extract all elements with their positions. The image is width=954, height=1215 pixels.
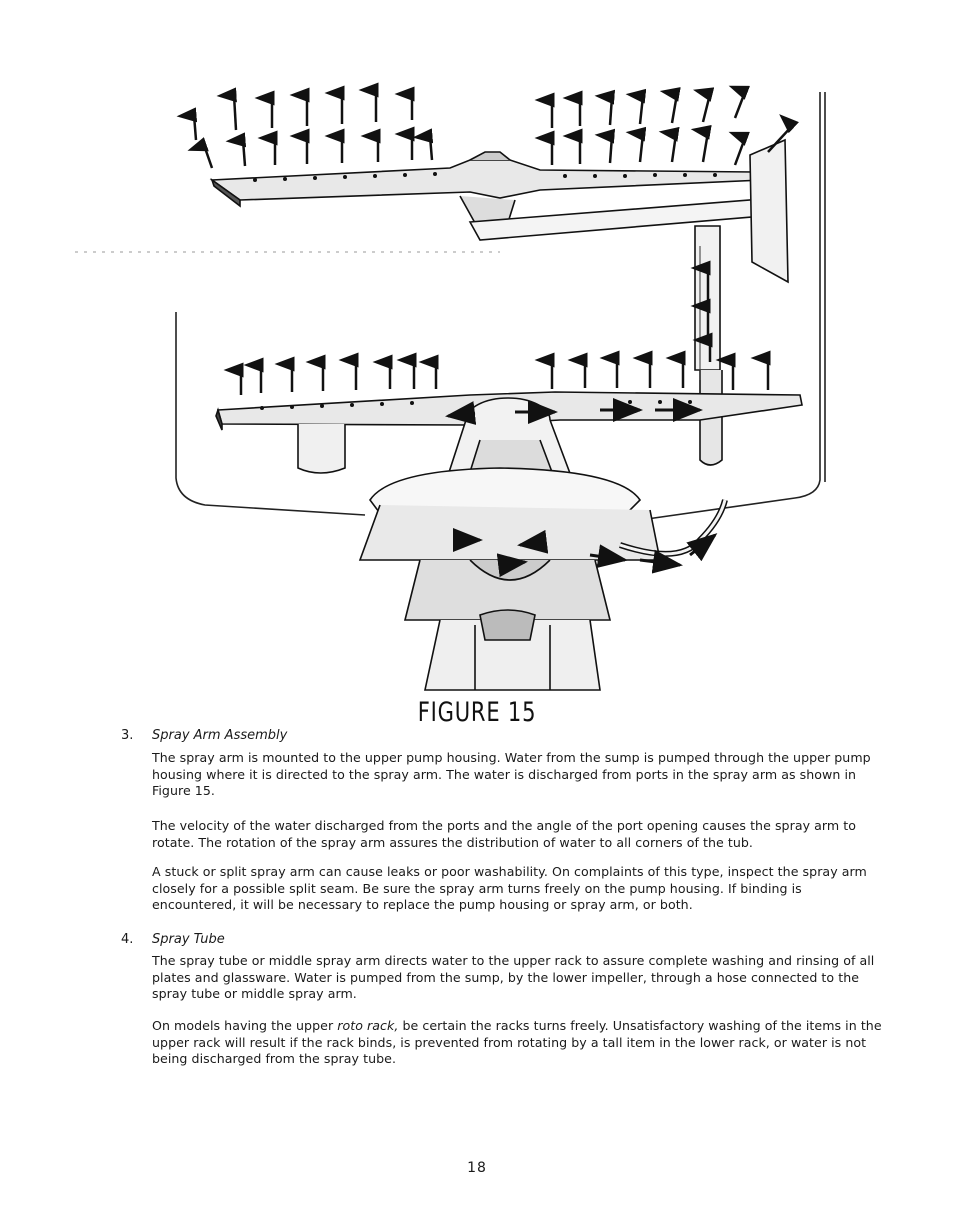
section-3-paragraph-1: The spray arm is mounted to the upper pump housing. Water from the sump is pumped through the upper pump housing where it is directed to the spray arm. The water is discharged from ports in the spray arm as shown in Figure 15. <box>152 750 871 798</box>
roto-rack-after: be certain the racks turns freely. Unsatisfactory washing of the items in the upper rack will result if the rack binds, is prevented from rotating by a tall item in the lower rack, or water is not being discharged from the spray tube. <box>152 1018 882 1066</box>
section-3-title: Spray Arm Assembly <box>152 728 288 743</box>
section-3-paragraph-2: The velocity of the water discharged from the ports and the angle of the port opening causes the spray arm to rotate. The rotation of the spray arm assures the distribution of water to all corners of the tub. <box>152 818 857 850</box>
water-flow-arrows-lower <box>241 268 768 395</box>
section-4-number: 4. <box>121 932 134 947</box>
upper-spray-arm <box>212 152 775 240</box>
section-3-paragraph-3: A stuck or split spray arm can cause leaks or poor washability. On complaints of this type, inspect the spray arm closely for a possible split seam. Be sure the spray arm turns freely on the pump housing. If binding is encountered, it will be necessary to replace the pump housing or spray arm, or both. <box>152 864 867 912</box>
roto-rack-emphasis: roto rack, <box>337 1018 399 1033</box>
figure-caption: FIGURE 15 <box>417 697 537 728</box>
section-3-number: 3. <box>121 728 134 743</box>
section-4-title: Spray Tube <box>152 932 225 947</box>
page-number: 18 <box>467 1160 487 1176</box>
section-4-paragraph-2 <box>152 1018 887 1068</box>
section-4-paragraph-1: The spray tube or middle spray arm directs water to the upper rack to assure complete washing and rinsing of all plates and glassware. Water is pumped from the sump, by the lower impeller, through a hose connected to the spray tube or middle spray arm. <box>152 953 875 1001</box>
pump-housing <box>360 398 660 690</box>
roto-rack-before: On models having the upper <box>152 1018 338 1033</box>
